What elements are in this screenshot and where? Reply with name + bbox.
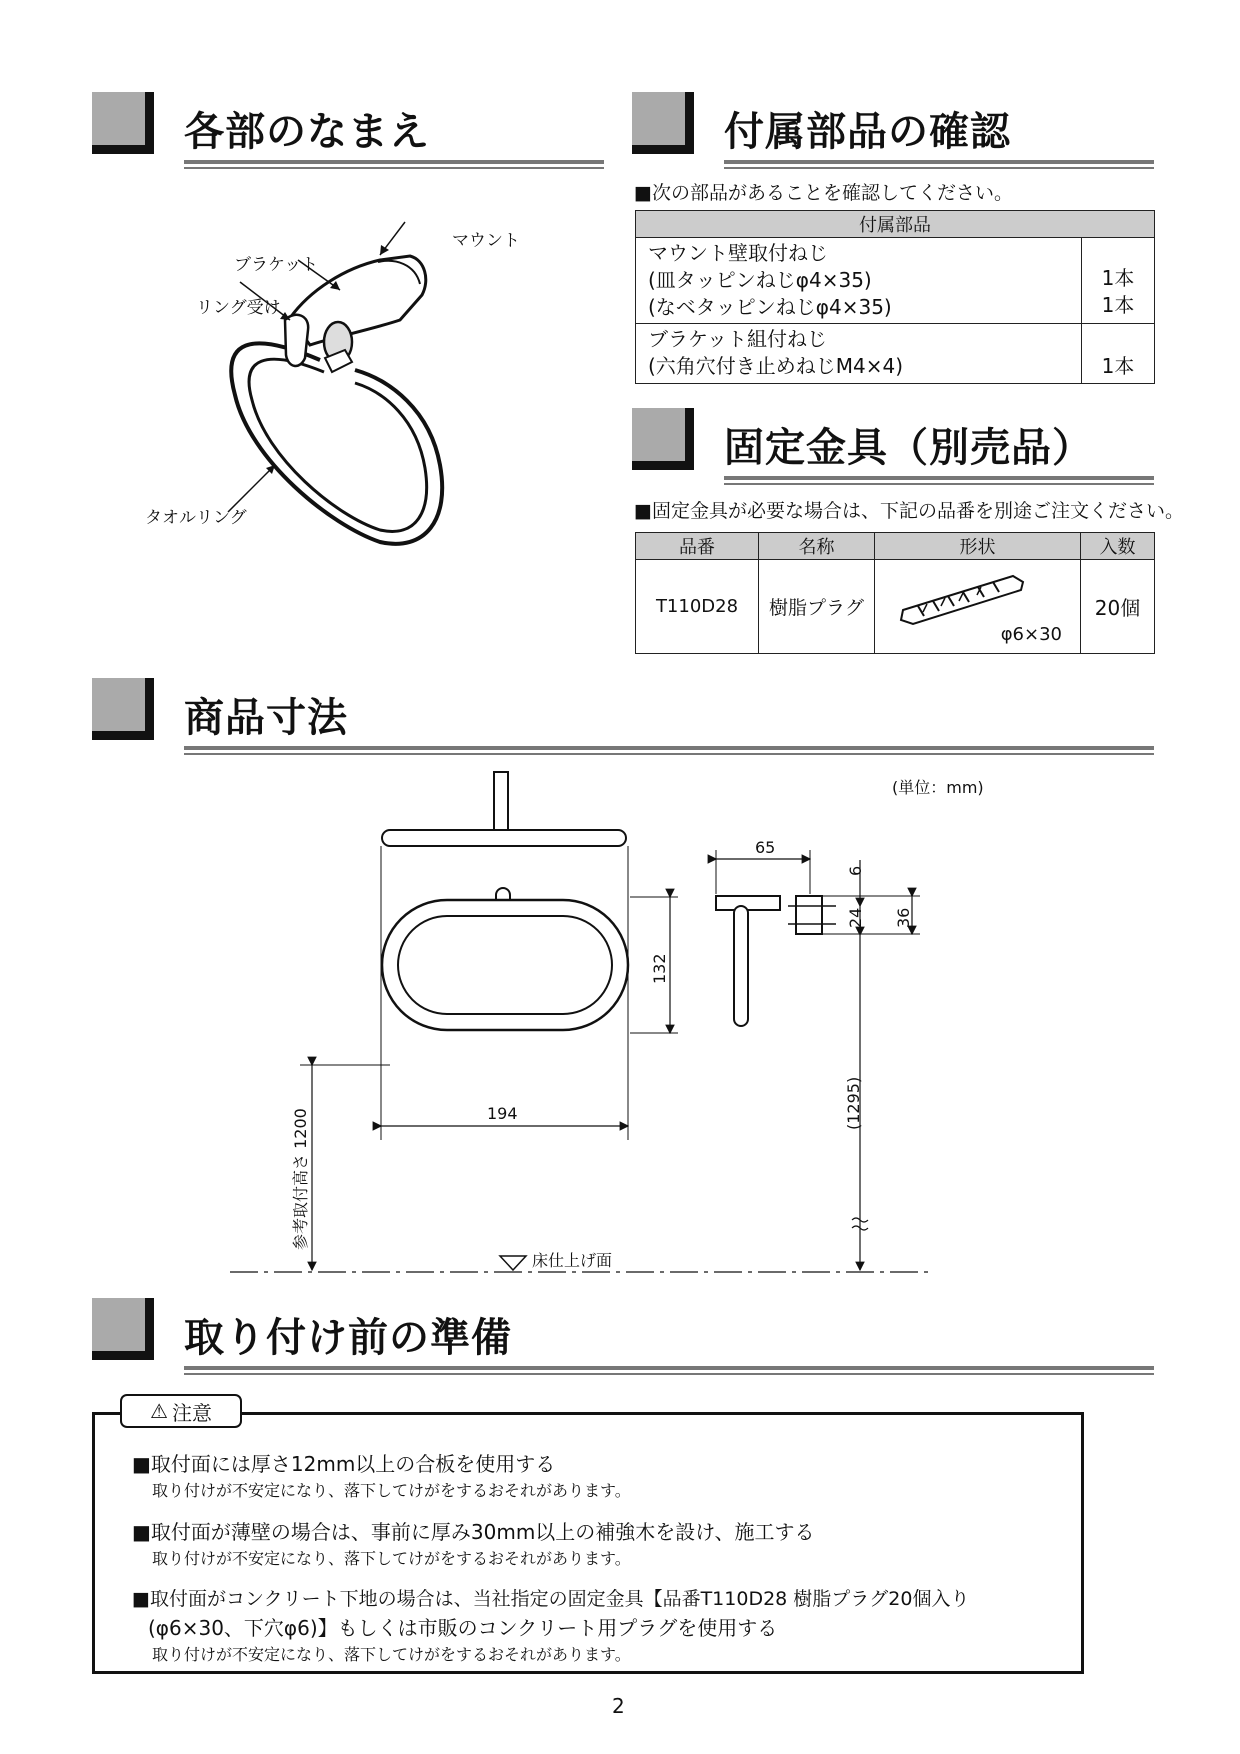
col-header: 名称 bbox=[759, 533, 875, 560]
accessory-qty bbox=[1082, 238, 1155, 324]
accessory-line: (皿タッピンねじφ4×35) bbox=[648, 268, 872, 292]
accessories-header: 付属部品 bbox=[636, 211, 1155, 238]
accessories-table bbox=[635, 210, 1155, 384]
product-code: T110D28 bbox=[636, 560, 759, 654]
section-title-fixing: 固定金具（別売品） bbox=[724, 425, 1093, 471]
warning-icon: ⚠ bbox=[150, 1399, 168, 1423]
product-shape bbox=[875, 560, 1081, 654]
dim-24: 24 bbox=[846, 907, 865, 928]
accessory-line: マウント壁取付ねじ bbox=[648, 241, 828, 265]
section-marker bbox=[92, 1298, 154, 1360]
caution-tab-label: 注意 bbox=[171, 1400, 212, 1425]
accessory-line: ブラケット組付ねじ bbox=[648, 327, 827, 351]
label-mount: マウント bbox=[452, 231, 520, 251]
section-rule bbox=[724, 476, 1154, 485]
section-rule bbox=[184, 160, 604, 169]
col-header: 入数 bbox=[1081, 533, 1155, 560]
fixing-table bbox=[635, 532, 1155, 654]
caution-tab bbox=[120, 1394, 242, 1428]
section-title-names: 各部のなまえ bbox=[184, 109, 430, 155]
accessory-line: (なベタッピンねじφ4×35) bbox=[648, 295, 892, 319]
col-header: 品番 bbox=[636, 533, 759, 560]
dim-width-194: 194 bbox=[487, 1104, 518, 1123]
product-name: 樹脂プラグ bbox=[759, 560, 875, 654]
page-number: 2 bbox=[612, 1694, 625, 1718]
accessory-qty bbox=[1082, 324, 1155, 384]
label-ring-holder: リング受け bbox=[196, 298, 281, 318]
ref-height-label: 参考取付高さ 1200 bbox=[291, 1108, 310, 1250]
caution-item-body: 取り付けが不安定になり、落下してけがをするおそれがあります。 bbox=[152, 1645, 631, 1664]
fixing-lead: ■固定金具が必要な場合は、下記の品番を別途ご注文ください。 bbox=[634, 500, 1184, 522]
accessories-lead: ■次の部品があることを確認してください。 bbox=[634, 182, 1013, 204]
qty-value: 1本 bbox=[1101, 266, 1135, 290]
qty-value: 1本 bbox=[1101, 293, 1135, 317]
caution-item-body: 取り付けが不安定になり、落下してけがをするおそれがあります。 bbox=[152, 1481, 631, 1500]
section-marker bbox=[632, 408, 694, 470]
section-rule bbox=[184, 1366, 1154, 1375]
dim-height-132: 132 bbox=[650, 953, 669, 984]
section-marker bbox=[92, 678, 154, 740]
section-title-preparation: 取り付け前の準備 bbox=[184, 1315, 512, 1361]
section-rule bbox=[724, 160, 1154, 169]
accessory-row bbox=[636, 238, 1082, 324]
dimension-drawing bbox=[230, 760, 950, 1280]
qty-value: 1本 bbox=[1101, 354, 1135, 378]
product-qty: 20個 bbox=[1081, 560, 1155, 654]
caution-item-body: 取り付けが不安定になり、落下してけがをするおそれがあります。 bbox=[152, 1549, 631, 1568]
dim-36: 36 bbox=[894, 907, 913, 928]
section-title-dimensions: 商品寸法 bbox=[184, 695, 348, 741]
dim-1295: (1295) bbox=[844, 1076, 863, 1130]
label-towel-ring: タオルリング bbox=[145, 508, 247, 528]
accessory-row bbox=[636, 324, 1082, 384]
section-marker bbox=[92, 92, 154, 154]
caution-item-head: ■取付面がコンクリート下地の場合は、当社指定の固定金具【品番T110D28 樹脂プラグ20個入り bbox=[132, 1588, 970, 1610]
plug-icon bbox=[893, 566, 1033, 626]
accessory-line: (六角穴付き止めねじM4×4) bbox=[648, 354, 904, 378]
section-rule bbox=[184, 746, 1154, 755]
floor-label: 床仕上げ面 bbox=[532, 1251, 613, 1270]
caution-item-head-cont: (φ6×30、下穴φ6)】もしくは市販のコンクリート用プラグを使用する bbox=[148, 1616, 778, 1640]
caution-item-head: ■取付面が薄壁の場合は、事前に厚み30mm以上の補強木を設け、施工する bbox=[132, 1520, 815, 1544]
caution-item-head: ■取付面には厚さ12mm以上の合板を使用する bbox=[132, 1452, 556, 1476]
unit-label: (単位：mm) bbox=[892, 778, 984, 797]
plug-size: φ6×30 bbox=[1000, 624, 1062, 645]
col-header: 形状 bbox=[875, 533, 1081, 560]
dim-6: 6 bbox=[846, 865, 865, 876]
label-bracket: ブラケット bbox=[234, 255, 319, 275]
dim-depth-65: 65 bbox=[755, 838, 776, 857]
section-title-accessories: 付属部品の確認 bbox=[724, 109, 1011, 155]
section-marker bbox=[632, 92, 694, 154]
